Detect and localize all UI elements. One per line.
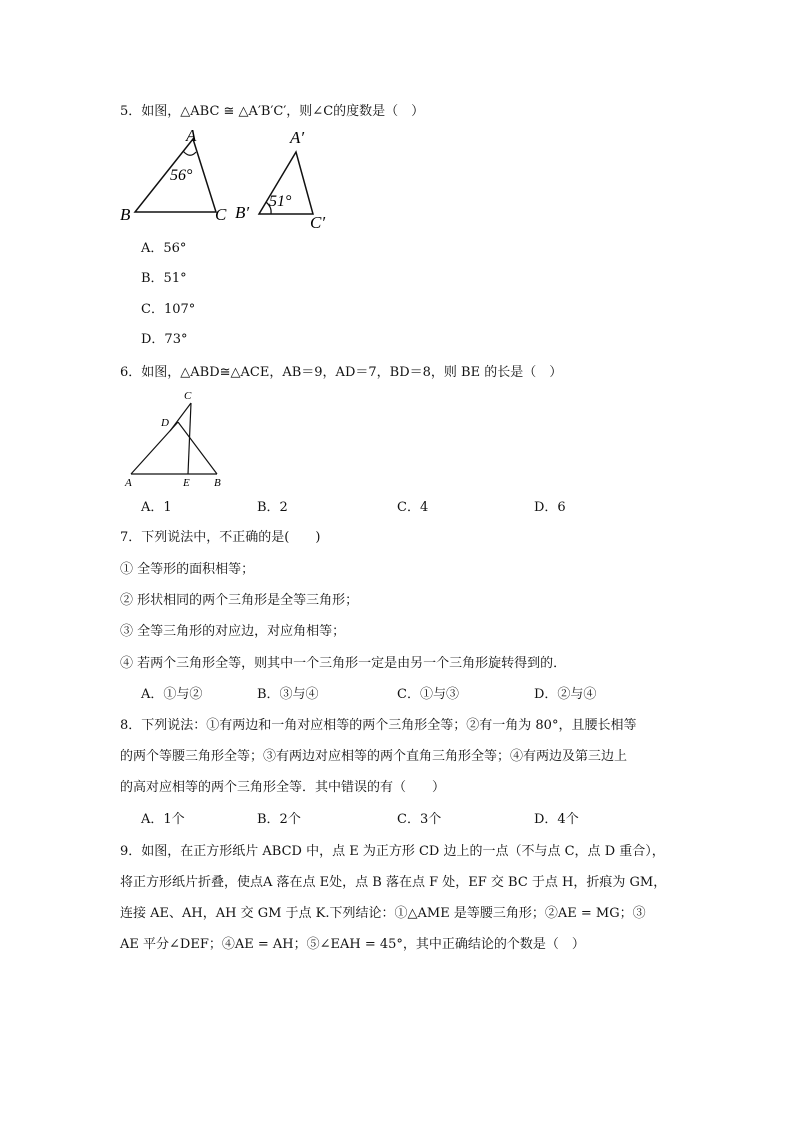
q7-option-b: B．③与④ <box>257 687 319 702</box>
q8-line-2: 的两个等腰三角形全等；③有两边对应相等的两个直角三角形全等；④有两边及第三边上 <box>120 749 628 764</box>
q8-line-1: 8．下列说法：①有两边和一角对应相等的两个三角形全等；②有一角为 80°，且腰长相等 <box>120 718 637 733</box>
q7-option-c: C．①与③ <box>397 687 459 702</box>
q8-option-c: C．3个 <box>397 812 442 827</box>
q9-line-4: AE 平分∠DEF；④AE = AH；⑤∠EAH = 45°，其中正确结论的个数是（ ） <box>120 937 585 952</box>
fig6-label-a: A <box>125 477 132 488</box>
q8-option-d: D．4个 <box>534 812 579 827</box>
fig6-label-e: E <box>183 477 190 488</box>
q6-option-c: C．4 <box>397 500 429 515</box>
q6-figure <box>120 388 230 488</box>
fig6-label-b: B <box>214 477 221 488</box>
fig6-label-c: C <box>184 390 192 402</box>
q7-item-1: ① 全等形的面积相等； <box>120 562 255 577</box>
label-b: B <box>120 205 131 224</box>
q7-option-d: D．②与④ <box>534 687 597 702</box>
segment-cd <box>170 403 191 431</box>
label-b2: B′ <box>235 203 250 222</box>
q6-option-b: B．2 <box>257 500 288 515</box>
q7-item-2: ② 形状相同的两个三角形是全等三角形； <box>120 593 359 608</box>
q6-option-a: A．1 <box>141 500 172 515</box>
angle-b2-value: 51° <box>269 193 292 210</box>
fig6-label-d: D <box>161 417 169 429</box>
q7-stem: 7．下列说法中，不正确的是( ) <box>120 530 321 545</box>
q5-figure <box>118 124 338 234</box>
q9-line-3: 连接 AE、AH，AH 交 GM 于点 K.下列结论：①△AME 是等腰三角形；②AE = MG；③ <box>120 906 646 921</box>
q5-option-d: D．73° <box>141 332 188 347</box>
angle-a-value: 56° <box>170 167 193 184</box>
angle-a-arc <box>183 151 196 155</box>
q8-line-3: 的高对应相等的两个三角形全等．其中错误的有（ ） <box>120 780 446 795</box>
q5-stem: 5．如图，△ABC ≅ △A′B′C′，则∠C的度数是（ ） <box>120 104 425 119</box>
label-c: C <box>215 205 227 224</box>
q8-option-b: B．2个 <box>257 812 301 827</box>
q5-option-b: B．51° <box>141 271 187 286</box>
label-c2: C′ <box>310 213 326 232</box>
q7-item-3: ③ 全等三角形的对应边，对应角相等； <box>120 624 346 639</box>
label-a2: A′ <box>290 128 305 147</box>
q5-option-a: A．56° <box>141 241 187 256</box>
q7-option-a: A．①与② <box>141 687 203 702</box>
q9-line-1: 9．如图，在正方形纸片 ABCD 中，点 E 为正方形 CD 边上的一点（不与点 C，点 D 重合）， <box>120 844 665 859</box>
q6-option-d: D．6 <box>534 500 566 515</box>
q6-stem: 6．如图，△ABD≅△ACE，AB＝9，AD＝7，BD＝8，则 BE 的长是（ ） <box>120 365 563 380</box>
q8-option-a: A．1个 <box>141 812 185 827</box>
label-a: A <box>186 126 197 145</box>
q9-line-2: 将正方形纸片折叠，使点A 落在点 E处，点 B 落在点 F 处，EF 交 BC 于点 H，折痕为 GM， <box>120 875 667 890</box>
segment-db <box>178 422 217 474</box>
q5-option-c: C．107° <box>141 302 196 317</box>
q7-item-4: ④ 若两个三角形全等，则其中一个三角形一定是由另一个三角形旋转得到的． <box>120 656 567 671</box>
